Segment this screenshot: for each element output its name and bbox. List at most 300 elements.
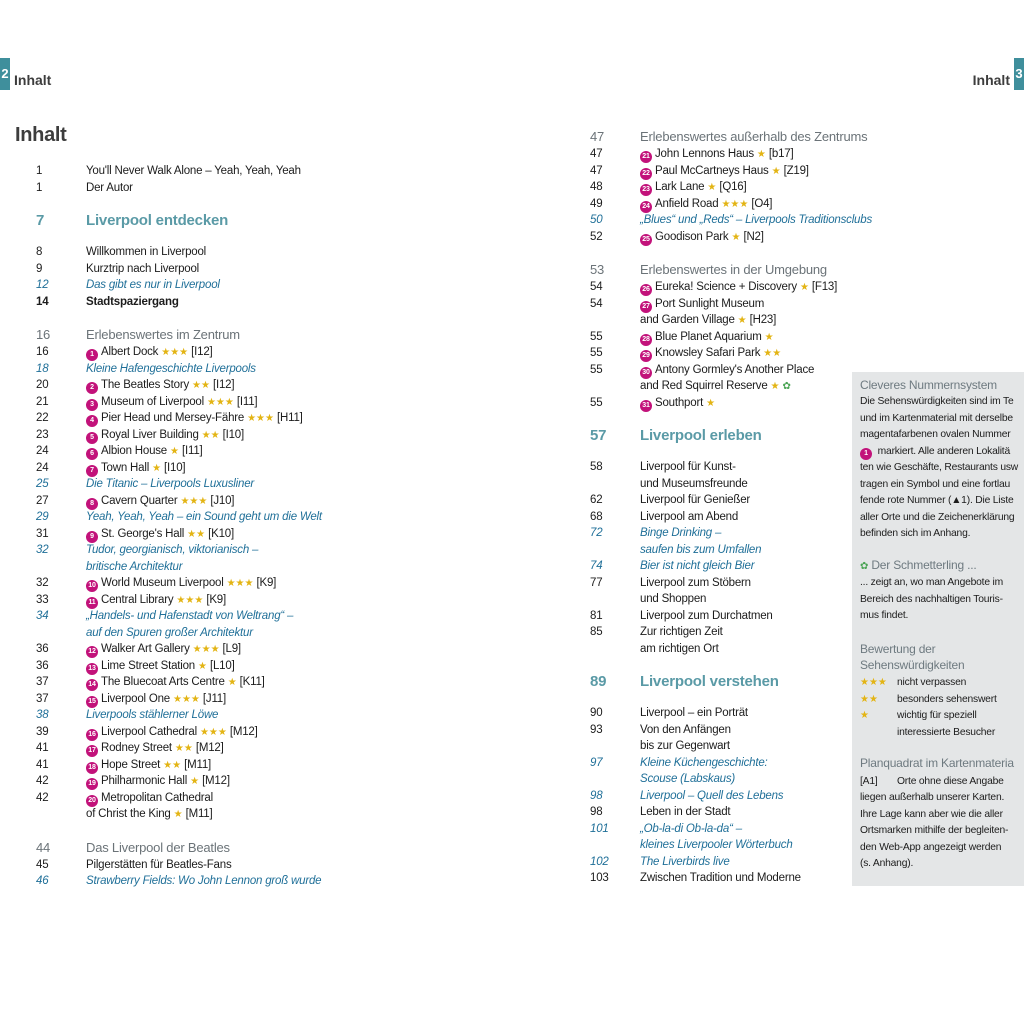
toc-entry-label: John Lennons Haus	[655, 148, 754, 160]
toc-entry	[36, 361, 296, 377]
toc-entry-label: Albion House	[101, 445, 168, 457]
toc-entry	[36, 443, 296, 459]
sidebar-heading-numbering: Cleveres Nummernsystem	[860, 378, 997, 392]
sight-number-pin: 30	[640, 367, 652, 379]
toc-entry	[590, 509, 850, 525]
toc-entry-text	[86, 180, 133, 196]
toc-entry	[36, 542, 296, 558]
toc-entry-label: Port Sunlight Museum	[655, 297, 765, 310]
sight-number-pin: 24	[640, 201, 652, 213]
toc-entry-text	[640, 870, 801, 886]
toc-entry-text	[640, 821, 742, 837]
toc-page-number: 68	[590, 510, 603, 523]
toc-entry-label: Liverpools stählerner Löwe	[86, 709, 219, 721]
map-grid-ref: [H23]	[749, 314, 777, 326]
sidebar-grid-text	[860, 790, 1008, 873]
toc-entry-text	[86, 294, 179, 310]
toc-entry-label: Liverpool zum Durchatmen	[640, 609, 773, 622]
toc-entry-text	[640, 624, 723, 640]
toc-entry-label: Der Autor	[86, 181, 133, 194]
sight-number-pin: 19	[86, 778, 98, 790]
map-grid-ref: [I11]	[236, 395, 258, 408]
rating-stars: ★★★	[226, 578, 254, 589]
toc-entry-label: Royal Liver Building	[101, 428, 199, 441]
toc-entry-text	[640, 378, 791, 395]
toc-entry	[590, 755, 850, 771]
toc-entry	[590, 296, 850, 312]
toc-page-number: 16	[36, 346, 49, 358]
rating-stars: ★★★	[206, 396, 234, 408]
toc-entry-label: Pilgerstätten für Beatles-Fans	[86, 858, 232, 871]
toc-entry-text	[640, 296, 764, 313]
map-grid-ref: [K9]	[206, 593, 226, 606]
toc-entry	[590, 229, 850, 245]
toc-page-number: 34	[36, 610, 49, 622]
toc-entry	[590, 378, 850, 394]
sight-number-pin: 28	[640, 334, 652, 346]
toc-entry-label: Tudor, georgianisch, viktorianisch –	[86, 544, 259, 556]
toc-entry-label: saufen bis zum Umfallen	[640, 543, 762, 556]
map-grid-ref: [M11]	[184, 758, 212, 771]
sight-number-pin: 7	[86, 465, 98, 477]
sidebar-numbering-text	[860, 394, 1018, 543]
map-grid-ref: [L10]	[209, 659, 235, 672]
map-grid-ref: [M12]	[195, 742, 224, 754]
sidebar-line: magentafarbenen ovalen Nummer	[860, 429, 1011, 440]
sight-number-pin: 8	[86, 498, 98, 510]
sidebar-line: tragen ein Symbol und eine fortlau	[860, 478, 1011, 490]
toc-entry-label: Binge Drinking –	[640, 527, 722, 539]
rating-stars: ★★	[860, 693, 878, 705]
toc-entry-label: bis zur Gegenwart	[640, 740, 730, 752]
toc-entry	[36, 476, 296, 492]
toc-entry	[590, 525, 850, 541]
toc-entry	[36, 641, 296, 657]
toc-entry	[590, 542, 850, 558]
sight-number-pin: 26	[640, 284, 652, 296]
toc-entry	[36, 707, 296, 723]
toc-entry-label: am richtigen Ort	[640, 642, 719, 655]
toc-entry-text	[640, 771, 735, 787]
toc-entry	[36, 592, 296, 608]
sidebar-line	[860, 444, 1018, 461]
rating-stars: ★	[227, 677, 237, 688]
toc-page-number: 8	[36, 246, 43, 258]
sight-number-pin: 23	[640, 184, 652, 196]
toc-entry-text	[86, 724, 258, 741]
toc-entry	[590, 608, 850, 624]
toc-entry	[36, 163, 301, 179]
toc-entry	[590, 196, 850, 212]
rating-legend-text: wichtig für speziell	[897, 710, 977, 721]
toc-entry-text	[640, 641, 719, 657]
toc-page-number: 49	[590, 197, 603, 210]
toc-page-number: 47	[590, 164, 603, 177]
toc-entry-text	[86, 658, 235, 675]
toc-entry-label: Liverpool für Kunst-	[640, 461, 736, 473]
map-grid-ref: [Q16]	[719, 181, 747, 193]
sidebar-line: den Web-App angezeigt werden	[860, 841, 1002, 853]
toc-entry-text	[86, 460, 185, 477]
toc-page-number: 31	[36, 527, 49, 540]
toc-entry	[36, 724, 296, 740]
toc-entry-text	[640, 196, 772, 213]
toc-entry-text	[640, 345, 781, 362]
toc-entry-text	[640, 558, 754, 574]
toc-entry	[36, 625, 296, 641]
sight-number-pin: 4	[86, 415, 98, 427]
sight-number-pin: 10	[86, 580, 98, 592]
map-grid-ref: [I12]	[191, 346, 213, 358]
toc-entry-label: Liverpool – ein Porträt	[640, 707, 748, 719]
rating-stars: ★★	[163, 759, 182, 771]
toc-entry	[590, 312, 850, 328]
toc-entry-text	[86, 641, 241, 658]
rating-stars: ★	[737, 315, 747, 326]
sidebar-line: ten wie Geschäfte, Restaurants usw	[860, 462, 1019, 473]
toc-entry-label: Liverpool zum Stöbern	[640, 576, 751, 589]
toc-entry	[36, 377, 296, 393]
toc-page-number: 27	[36, 494, 49, 507]
toc-page-number: 16	[36, 327, 51, 342]
toc-entry	[590, 459, 850, 475]
toc-entry-label: Pier Head und Mersey-Fähre	[101, 412, 245, 424]
toc-entry-text	[86, 790, 213, 807]
toc-entry-text	[640, 788, 783, 804]
toc-page-number: 48	[590, 181, 603, 193]
toc-page-number: 25	[36, 478, 49, 490]
rating-stars: ★★★	[247, 413, 274, 424]
toc-entry	[590, 179, 850, 195]
sight-number-pin: 22	[640, 168, 652, 180]
map-grid-ref: [M12]	[202, 775, 230, 787]
toc-entry-text	[86, 394, 257, 411]
toc-entry	[590, 146, 850, 162]
toc-entry	[36, 575, 296, 591]
toc-entry-label: Yeah, Yeah, Yeah – ein Sound geht um die Welt	[86, 511, 322, 523]
toc-entry	[590, 492, 850, 508]
toc-page-number: 55	[590, 396, 603, 409]
toc-page-number: 57	[590, 427, 607, 444]
sight-number-pin: 27	[640, 301, 652, 313]
toc-entry	[590, 738, 850, 754]
toc-entry-text	[640, 312, 776, 329]
toc-entry-text	[86, 559, 182, 575]
toc-page-number: 98	[590, 789, 603, 802]
toc-page-number: 72	[590, 527, 603, 539]
toc-entry	[36, 509, 322, 525]
toc-chapter	[36, 211, 296, 231]
toc-entry-label: Kleine Küchengeschichte:	[640, 756, 768, 769]
rating-stars: ★	[198, 660, 207, 672]
sight-number-pin: 5	[86, 432, 98, 444]
map-grid-ref: [J11]	[202, 692, 226, 705]
toc-entry-text	[86, 244, 206, 260]
toc-entry	[590, 558, 850, 574]
toc-entry-text	[640, 146, 793, 163]
toc-entry-label: Eureka! Science + Discovery	[655, 281, 797, 293]
rating-stars: ★★★	[860, 677, 887, 688]
toc-entry-text	[86, 526, 234, 543]
toc-entry	[590, 722, 850, 738]
toc-entry-label: Liverpool erleben	[640, 427, 762, 444]
rating-stars: ★★	[174, 743, 193, 754]
toc-entry-label: Das gibt es nur in Liverpool	[86, 279, 220, 291]
toc-entry	[36, 493, 296, 509]
toc-entry	[590, 329, 850, 345]
toc-entry-label: Liverpool für Genießer	[640, 494, 751, 506]
toc-entry-text	[640, 755, 768, 771]
toc-section	[590, 129, 868, 145]
toc-entry-label: „Handels- und Hafenstadt von Weltrang“ –	[86, 610, 294, 622]
toc-page-number: 42	[36, 791, 49, 804]
toc-entry-text	[86, 542, 258, 558]
toc-entry-label: The Beatles Story	[101, 379, 190, 391]
toc-entry	[590, 212, 872, 228]
toc-entry	[590, 854, 850, 870]
toc-page-number: 37	[36, 676, 49, 688]
toc-page-number: 55	[590, 363, 603, 376]
sight-number-pin: 9	[86, 531, 98, 543]
rating-stars: ★★★	[180, 495, 208, 507]
rating-stars: ★	[770, 381, 780, 392]
sidebar-heading-rating-1: Bewertung der	[860, 642, 936, 656]
rating-stars: ★★★	[192, 644, 220, 655]
toc-entry-label: The Liverbirds live	[640, 855, 730, 868]
toc-entry	[590, 624, 850, 640]
sight-number-pin: 1	[860, 448, 872, 460]
toc-entry-label: Strawberry Fields: Wo John Lennon groß wurde	[86, 875, 322, 887]
sidebar-line: Bereich des nachhaltigen Touris-	[860, 593, 1003, 605]
toc-entry-text	[640, 705, 748, 721]
sight-number-pin: 6	[86, 448, 98, 460]
butterfly-icon: ✿	[782, 381, 791, 392]
rating-stars: ★	[764, 331, 774, 343]
sight-number-pin: 11	[86, 597, 98, 609]
sight-number-pin: 20	[86, 795, 98, 807]
toc-entry-label: Knowsley Safari Park	[655, 347, 761, 359]
toc-entry-label: Erlebenswertes außerhalb des Zentrums	[640, 129, 868, 144]
toc-entry-label: Liverpool Cathedral	[101, 725, 197, 738]
rating-stars: ★★★	[199, 726, 227, 738]
rating-stars: ★	[173, 809, 183, 820]
map-grid-ref: [H11]	[277, 412, 303, 424]
toc-page-number: 54	[590, 281, 603, 293]
toc-entry-text	[86, 261, 199, 277]
toc-entry-text	[640, 837, 793, 853]
toc-entry-label: Lark Lane	[655, 181, 705, 193]
toc-entry-label: und Museumsfreunde	[640, 477, 748, 490]
toc-entry-label: Museum of Liverpool	[101, 395, 204, 408]
toc-entry-label: Leben in der Stadt	[640, 806, 731, 818]
toc-page-number: 32	[36, 544, 49, 556]
map-grid-ref: [M11]	[185, 808, 213, 820]
map-grid-ref: [K11]	[239, 676, 265, 688]
toc-page-number: 14	[36, 295, 49, 308]
toc-entry-text	[86, 707, 218, 723]
rating-stars: ★★★	[173, 693, 200, 705]
toc-entry-text	[640, 262, 827, 278]
toc-page-number: 23	[36, 428, 49, 441]
toc-entry-label: Willkommen in Liverpool	[86, 246, 207, 258]
toc-entry-label: of Christ the King	[86, 808, 171, 820]
toc-page-number: 36	[36, 659, 49, 672]
rating-legend-row	[860, 692, 997, 709]
toc-entry-text	[86, 608, 293, 624]
toc-page-number: 21	[36, 395, 49, 408]
toc-page-number: 47	[590, 129, 605, 144]
toc-page-number: 1	[36, 181, 43, 194]
sight-number-pin: 17	[86, 745, 98, 757]
toc-page-number: 103	[590, 872, 609, 884]
toc-entry-text	[640, 329, 774, 346]
sight-number-pin: 12	[86, 646, 98, 658]
toc-entry-label: You'll Never Walk Alone – Yeah, Yeah, Yeah	[86, 165, 301, 177]
toc-entry-label: und Shoppen	[640, 593, 707, 605]
toc-entry	[36, 806, 296, 822]
sight-number-pin: 15	[86, 696, 98, 708]
toc-entry-text	[640, 722, 731, 738]
toc-entry	[36, 773, 296, 789]
toc-entry-label: Goodison Park	[655, 230, 729, 243]
toc-page-number: 29	[36, 511, 49, 523]
toc-entry-label: Rodney Street	[101, 742, 172, 754]
toc-title: Inhalt	[15, 124, 67, 146]
toc-entry-label: World Museum Liverpool	[101, 577, 224, 589]
toc-page-number: 1	[36, 165, 43, 177]
toc-entry	[36, 460, 296, 476]
rating-stars: ★	[190, 776, 200, 787]
toc-entry-label: Town Hall	[101, 461, 150, 474]
toc-entry-text	[86, 575, 276, 592]
toc-entry-label: „Blues“ und „Reds“ – Liverpools Traditionsclubs	[640, 214, 872, 226]
sidebar-heading-rating-2: Sehenswürdigkeiten	[860, 658, 965, 672]
toc-entry-text	[86, 493, 234, 510]
toc-section	[36, 327, 296, 343]
toc-entry-text	[640, 459, 736, 475]
toc-entry-text	[640, 212, 872, 228]
toc-entry-label: „Ob-la-di Ob-la-da“ –	[640, 822, 742, 835]
sidebar-line: ... zeigt an, wo man Angebote im	[860, 577, 1003, 588]
toc-entry	[590, 575, 850, 591]
toc-page-number: 98	[590, 806, 603, 818]
toc-entry-text	[640, 163, 809, 180]
sight-number-pin: 25	[640, 234, 652, 246]
map-grid-ref: [I12]	[212, 379, 235, 391]
sidebar-line: aller Orte und die Zeichenerklärung	[860, 511, 1015, 523]
sight-number-pin: 16	[86, 729, 98, 741]
sight-number-pin: 18	[86, 762, 98, 774]
toc-entry-text	[640, 575, 751, 591]
toc-page-number: 41	[36, 758, 49, 771]
map-grid-ref: [I11]	[181, 445, 203, 457]
toc-page-number: 62	[590, 494, 603, 506]
toc-page-number: 45	[36, 858, 49, 871]
toc-entry-label: Lime Street Station	[101, 659, 196, 672]
toc-entry-label: Hope Street	[101, 758, 161, 771]
toc-page-number: 12	[36, 279, 49, 291]
toc-entry	[36, 691, 296, 707]
toc-entry	[36, 559, 296, 575]
toc-entry-text	[86, 327, 240, 343]
sidebar-line: und im Kartenmaterial mit derselbe	[860, 412, 1013, 424]
page-number-tab-left: 2	[0, 58, 10, 90]
toc-entry-text	[86, 277, 220, 293]
toc-entry-label: Cavern Quarter	[101, 494, 178, 507]
rating-stars: ★	[706, 397, 716, 409]
toc-entry	[590, 591, 850, 607]
toc-entry-text	[640, 229, 764, 246]
toc-entry-text	[640, 279, 837, 296]
toc-entry	[590, 837, 850, 853]
sidebar-line: Die Sehenswürdigkeiten sind im Te	[860, 396, 1014, 407]
toc-entry-text	[86, 773, 230, 790]
rating-stars: ★★★	[161, 347, 189, 358]
toc-entry-text	[86, 344, 213, 361]
map-grid-ref: [K9]	[256, 577, 277, 589]
toc-entry	[590, 705, 850, 721]
sight-number-pin: 29	[640, 350, 652, 362]
sight-number-pin: 1	[86, 349, 98, 361]
toc-entry-label: Erlebenswertes im Zentrum	[86, 327, 240, 342]
toc-entry	[590, 163, 850, 179]
toc-entry-label: Die Titanic – Liverpools Luxusliner	[86, 478, 255, 490]
toc-entry-label: Scouse (Labskaus)	[640, 773, 736, 785]
toc-chapter	[590, 426, 850, 446]
toc-page-number: 58	[590, 461, 603, 473]
map-grid-ref: [J10]	[210, 494, 235, 507]
toc-entry-label: Antony Gormley's Another Place	[655, 363, 815, 376]
toc-entry	[36, 427, 296, 443]
toc-page-number: 44	[36, 839, 51, 855]
toc-page-number: 41	[36, 742, 49, 754]
toc-entry	[36, 410, 303, 426]
toc-entry-text	[86, 476, 254, 492]
rating-stars: ★	[756, 149, 766, 160]
rating-stars: ★★	[201, 429, 220, 441]
toc-entry	[36, 674, 296, 690]
toc-entry	[36, 790, 296, 806]
map-grid-ref: [b17]	[768, 148, 794, 160]
toc-entry-text	[86, 840, 230, 856]
map-grid-ref: [I10]	[222, 428, 244, 441]
toc-entry-text	[640, 672, 779, 692]
rating-stars: ★	[731, 231, 741, 243]
toc-entry-label: Philharmonic Hall	[101, 775, 188, 787]
toc-section	[36, 840, 296, 856]
rating-legend-row	[860, 675, 997, 692]
running-header-left: Inhalt	[14, 72, 52, 88]
toc-entry	[36, 180, 296, 196]
toc-entry-label: Liverpool verstehen	[640, 673, 779, 690]
toc-page-number: 89	[590, 673, 607, 690]
toc-entry-label: and Garden Village	[640, 314, 735, 326]
rating-legend-text: nicht verpassen	[897, 677, 967, 688]
sight-number-pin: 14	[86, 679, 98, 691]
rating-stars: ★	[771, 165, 781, 177]
toc-page-number: 90	[590, 707, 603, 719]
toc-entry	[36, 244, 296, 260]
toc-page-number: 37	[36, 692, 49, 705]
toc-entry-text	[86, 740, 224, 757]
rating-legend-text: besonders sehenswert	[897, 693, 997, 705]
toc-page-number: 22	[36, 412, 49, 424]
toc-entry-text	[640, 608, 773, 624]
toc-page-number: 36	[36, 643, 49, 655]
sight-number-pin: 3	[86, 399, 98, 411]
toc-entry-label: Bier ist nicht gleich Bier	[640, 560, 755, 572]
toc-entry-label: Von den Anfängen	[640, 723, 731, 736]
